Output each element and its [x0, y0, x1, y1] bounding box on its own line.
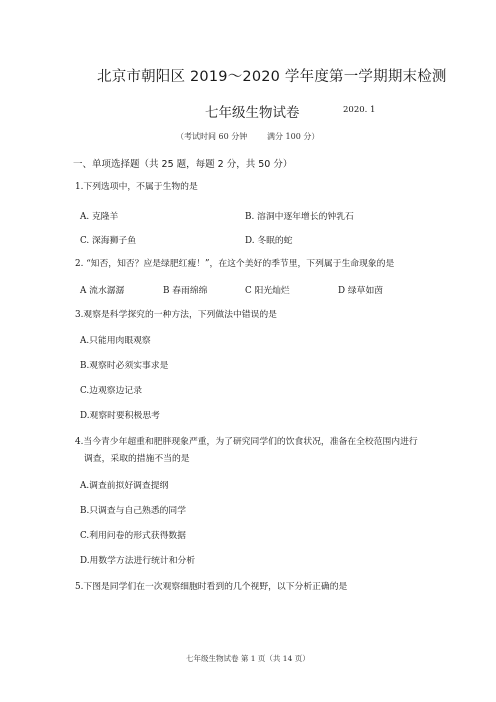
q4-option-d: D.用数学方法进行统计和分析	[80, 556, 196, 566]
section-heading: 一、单项选择题（共 25 题，每题 2 分，共 50 分）	[73, 159, 293, 170]
q1-option-c: C. 深海狮子鱼	[80, 236, 136, 246]
q3-option-c: C.边观察边记录	[80, 386, 142, 396]
q1-option-a: A. 克隆羊	[80, 212, 119, 222]
question-4-stem-line2: 调查，采取的措施不当的是	[84, 454, 190, 464]
q1-option-b: B. 溶洞中逐年增长的钟乳石	[245, 212, 354, 222]
exam-time: （考试时间 60 分钟	[176, 132, 248, 141]
question-5-stem: 5.下图是同学们在一次观察细胞时看到的几个视野，以下分析正确的是	[75, 582, 348, 592]
full-score: 满分 100 分）	[267, 132, 320, 141]
q3-option-b: B.观察时必须实事求是	[80, 361, 169, 371]
q2-option-b: B 春雨绵绵	[163, 286, 208, 296]
q4-option-b: B.只调查与自己熟悉的同学	[80, 506, 187, 516]
q2-option-d: D 绿草如茵	[338, 286, 384, 296]
exam-title: 北京市朝阳区 2019～2020 学年度第一学期期末检测	[97, 69, 447, 85]
q4-option-c: C.利用问卷的形式获得数据	[80, 531, 186, 541]
q2-option-c: C 阳光灿烂	[245, 286, 290, 296]
exam-subtitle: 七年级生物试卷	[205, 105, 300, 121]
question-1-stem: 1.下列选项中，不属于生物的是	[75, 182, 198, 192]
q2-option-a: A 流水潺潺	[80, 286, 125, 296]
question-3-stem: 3.观察是科学探究的一种方法，下列做法中错误的是	[75, 310, 277, 320]
question-4-stem-line1: 4.当今青少年超重和肥胖现象严重，为了研究同学们的饮食状况，准备在全校范围内进行	[75, 437, 418, 447]
exam-date: 2020. 1	[343, 105, 376, 115]
question-2-stem: 2. “知否，知否？应是绿肥红瘦！”，在这个美好的季节里，下列属于生命现象的是	[75, 259, 395, 269]
page-footer: 七年级生物试卷 第 1 页（共 14 页）	[186, 654, 310, 663]
q4-option-a: A.调查前拟好调查提纲	[80, 481, 169, 491]
q3-option-d: D.观察时要积极思考	[80, 411, 160, 421]
q3-option-a: A.只能用肉眼观察	[80, 336, 151, 346]
q1-option-d: D. 冬眠的蛇	[245, 236, 293, 246]
